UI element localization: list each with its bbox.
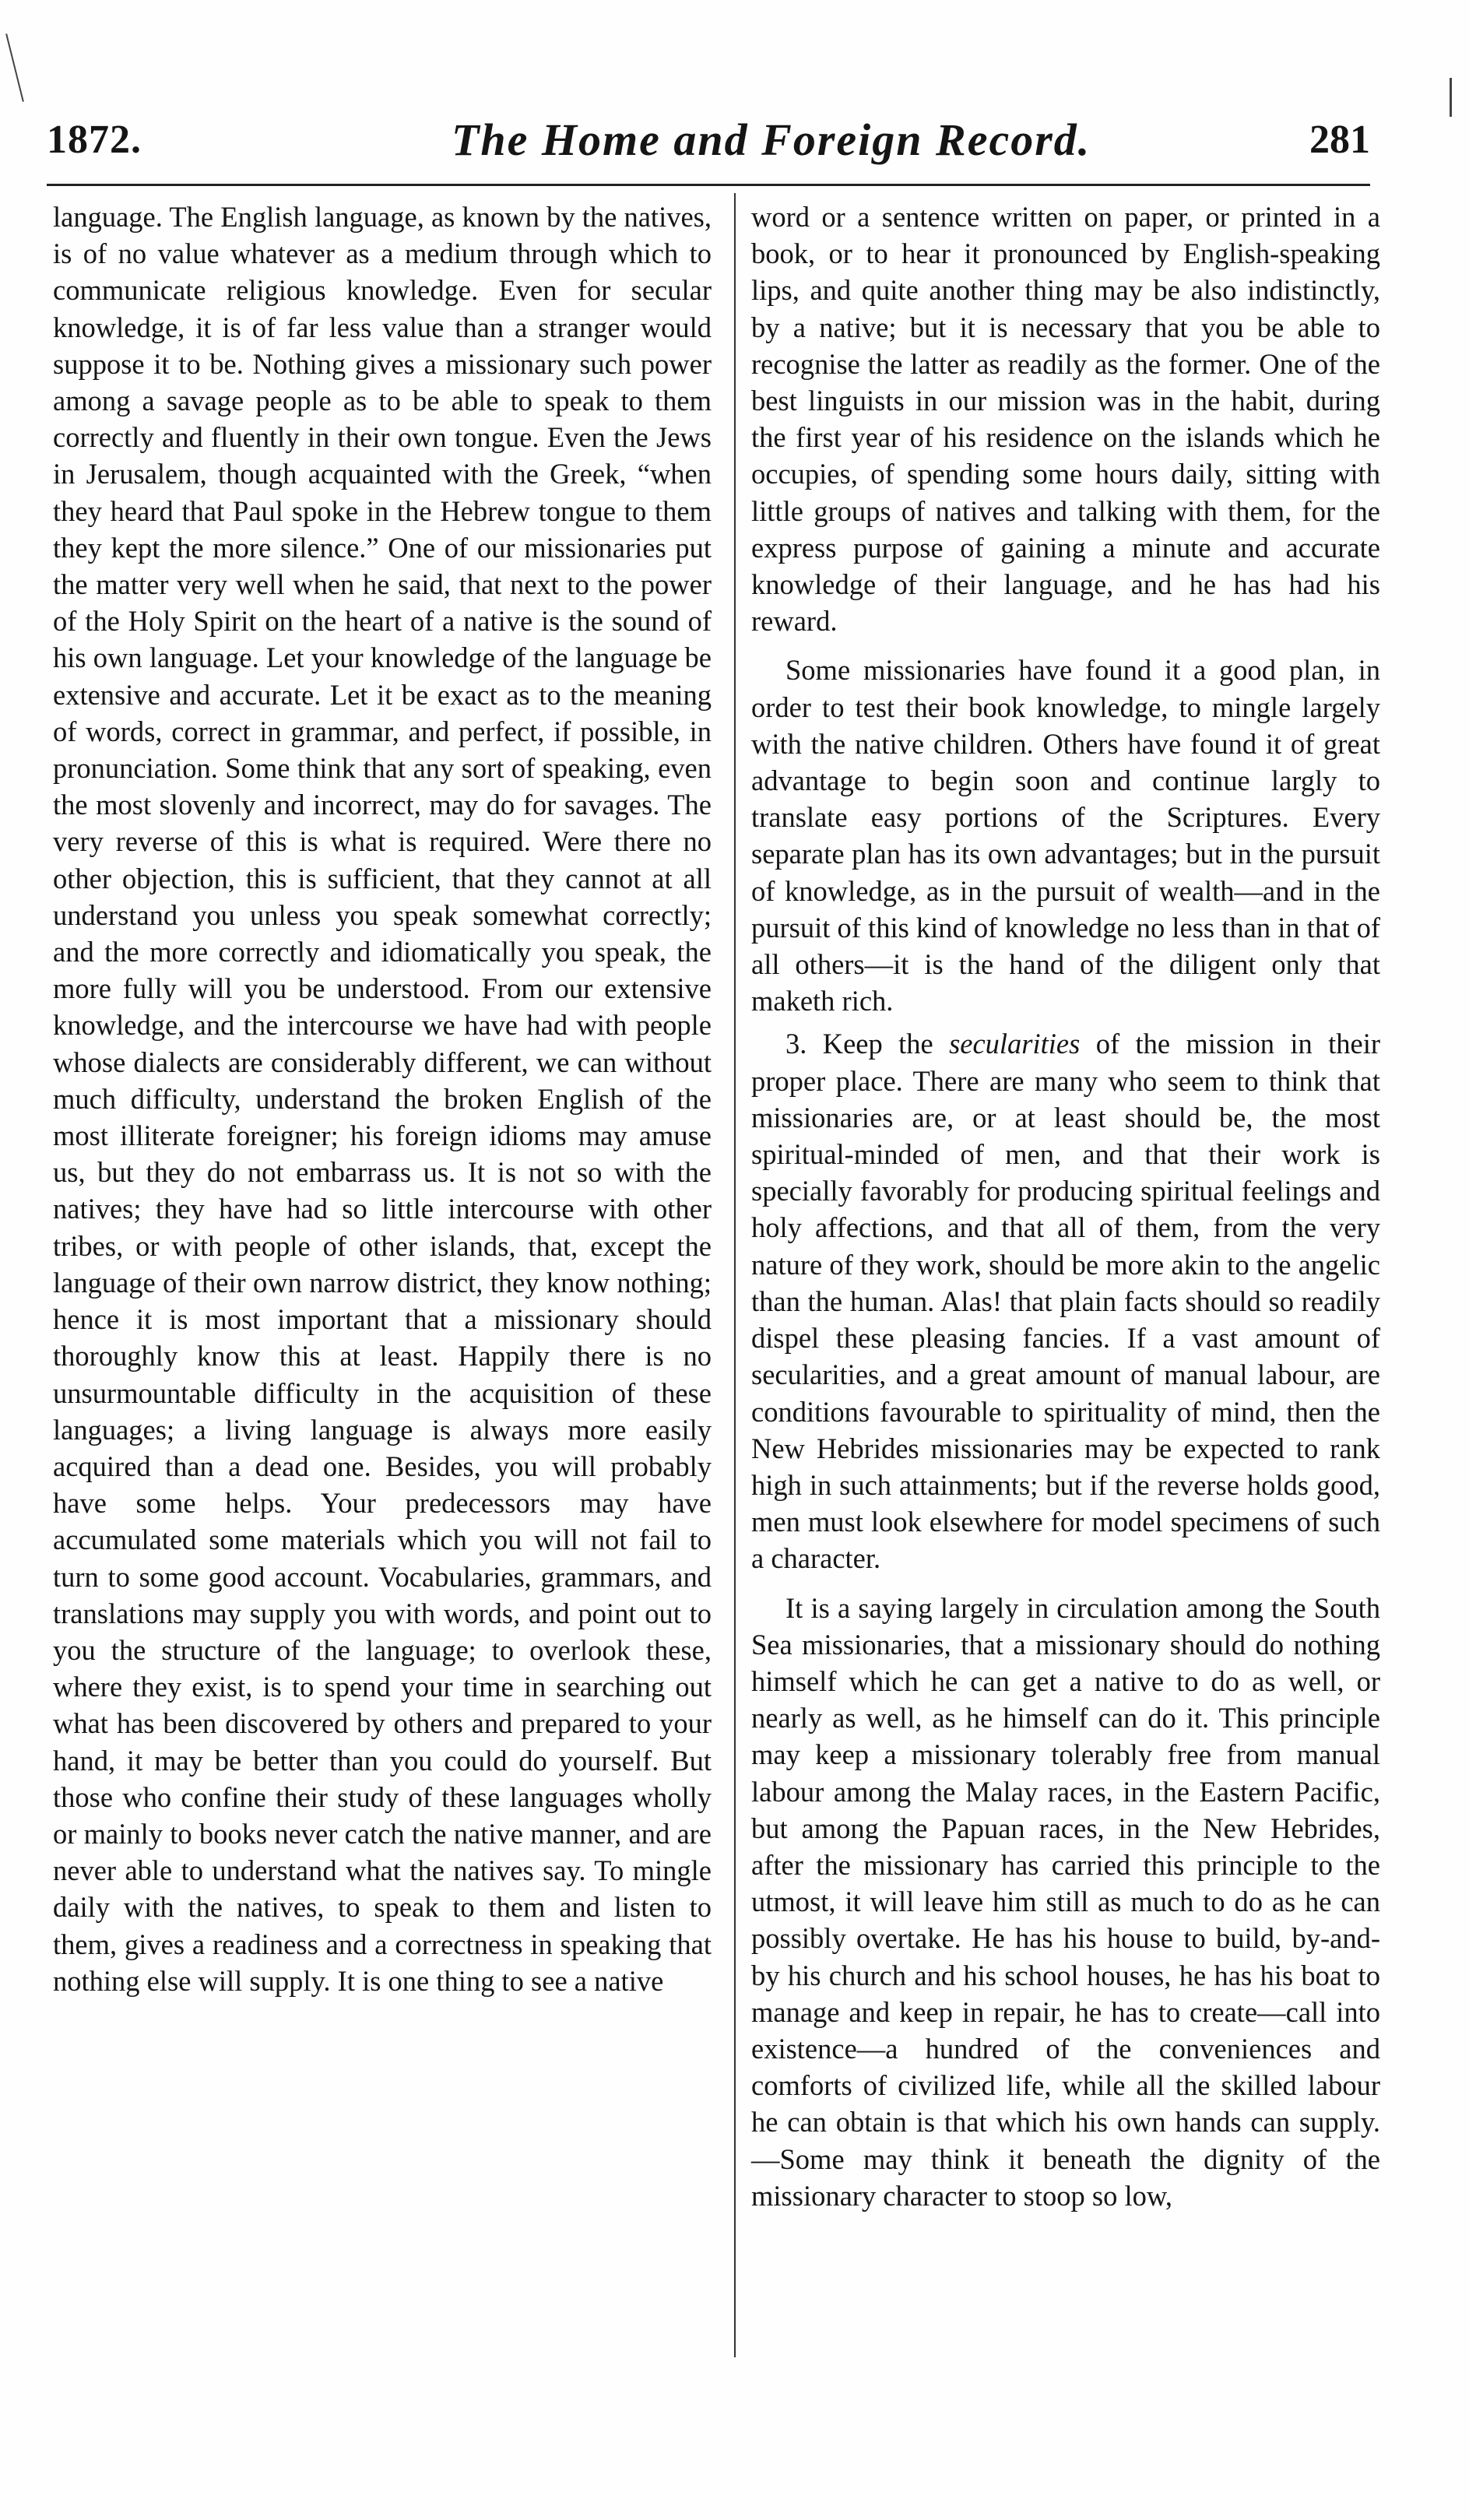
header-year: 1872.: [47, 118, 142, 162]
scan-mark-left: [5, 33, 24, 102]
scan-mark-right: [1450, 78, 1452, 117]
running-header: [47, 114, 1370, 179]
page-number: 281: [1309, 118, 1370, 162]
right-paragraph-4: It is a saying largely in circulation among the South Sea missionaries, that a missionary should do nothing himself which he can get a native to do as well, or nearly as well, as he himself can do it. This principle may keep a missionary tolerably free from manual labour among the Malay races, in the Eastern Pacific, but among the Papuan races, in the New Hebrides, after the missionary has carried this principle to the utmost, it will leave him still as much to do as he can possibly overtake. He has his house to build, by-and-by his church and his school houses, he has his boat to manage and keep in repair, he has to create—call into existence—a hundred of the conveniences and comforts of civilized life, while all the skilled labour he can obtain is that which his own hands can supply.—Some may think it beneath the dignity of the missionary character to stoop so low,: [751, 1591, 1380, 2212]
left-paragraph-1: language. The English language, as known by the natives, is of no value whatever as a medium through which to communicate religious knowledge. Even for secular knowledge, it is of far less value than a stranger would suppose it to be. Nothing gives a missionary such power among a savage people as to be able to speak to them correctly and fluently in their own tongue. Even the Jews in Jerusalem, though acquainted with the Greek, “when they heard that Paul spoke in the Hebrew tongue to them they kept the more silence.” One of our missionaries put the matter very well when he said, that next to the power of the Holy Spirit on the heart of a native is the sound of his own language. Let your knowledge of the language be extensive and accurate. Let it be exact as to the meaning of words, correct in grammar, and perfect, if possible, in pronunciation. Some think that any sort of speaking, even the most slovenly and incorrect, may do for savages. The very reverse of this is what is required. Were there no other objection, this is sufficient, that they cannot at all understand you unless you speak somewhat correctly; and the more correctly and idiomatically you speak, the more fully will you be understood. From our extensive knowledge, and the intercourse we have had with people whose dialects are considerably different, we can without much difficulty, understand the broken English of the most illiterate foreigner; his foreign idioms may amuse us, but they do not embarrass us. It is not so with the natives; they have had so little intercourse with other tribes, or with people of other islands, that, except the language of their own narrow district, they know nothing; hence it is most important that a missionary should thoroughly know this at least. Happily there is no unsurmountable difficulty in the acquisition of these languages; a living language is always more easily acquired than a dead one. Besides, you will probably have some helps. Your predecessors may have accumulated some materials which you will not fail to turn to some good account. Vocabularies, grammars, and translations may supply you with words, and point out to you the structure of the language; to overlook these, where they exist, is to spend your time in searching out what has been discovered by others and prepared to your hand, it may be better than you could do yourself. But those who confine their study of these languages wholly or mainly to books never catch the native manner, and are never able to understand what the natives say. To mingle daily with the natives, to speak to them and listen to them, gives a readiness and a correctness in speaking that nothing else will supply. It is one thing to see a native: [53, 201, 712, 1997]
header-title: The Home and Foreign Record.: [452, 114, 1091, 165]
right-paragraph-3: [751, 1025, 1380, 1576]
column-divider: [734, 193, 736, 2357]
header-rule: [47, 184, 1370, 186]
paragraph-3-lead: 3. Keep the: [785, 1028, 950, 1060]
right-paragraph-1: word or a sentence written on paper, or printed in a book, or to hear it pronounced by English-speaking lips, and quite another thing may be also indistinctly, by a native; but it is necessary that you be able to recognise the latter as readily as the former. One of the best linguists in our mission was in the habit, during the first year of his residence on the islands which he occupies, of spending some hours daily, sitting with little groups of natives and talking with them, for the express purpose of gaining a minute and accurate knowledge of their language, and he has had his reward.: [751, 201, 1380, 638]
left-column: [53, 199, 712, 1999]
right-paragraph-2: Some missionaries have found it a good plan, in order to test their book knowledge, to mingle largely with the native children. Others have found it of great advantage to begin soon and continue largly to translate easy portions of the Scriptures. Every separate plan has its own advantages; but in the pursuit of knowledge, as in the pursuit of wealth—and in the pursuit of this kind of knowledge no less than in that of all others—it is the hand of the diligent only that maketh rich.: [751, 654, 1380, 1017]
right-column: [751, 199, 1380, 2214]
paragraph-3-body: of the mission in their proper place. There are many who seem to think that missionaries are, or at least should be, the most spiritual-minded of men, and that their work is specially favorably for producing spiritual feelings and holy affections, and that all of them, from the very nature of they work, should be more akin to the angelic than the human. Alas! that plain facts should so readily dispel these pleasing fancies. If a vast amount of secularities, and a great amount of manual labour, are conditions favourable to spirituality of mind, then the New Hebrides missionaries may be expected to rank high in such attainments; but if the reverse holds good, men must look elsewhere for model specimens of such a character.: [751, 1028, 1380, 1575]
paragraph-3-italic: secularities: [949, 1028, 1081, 1060]
